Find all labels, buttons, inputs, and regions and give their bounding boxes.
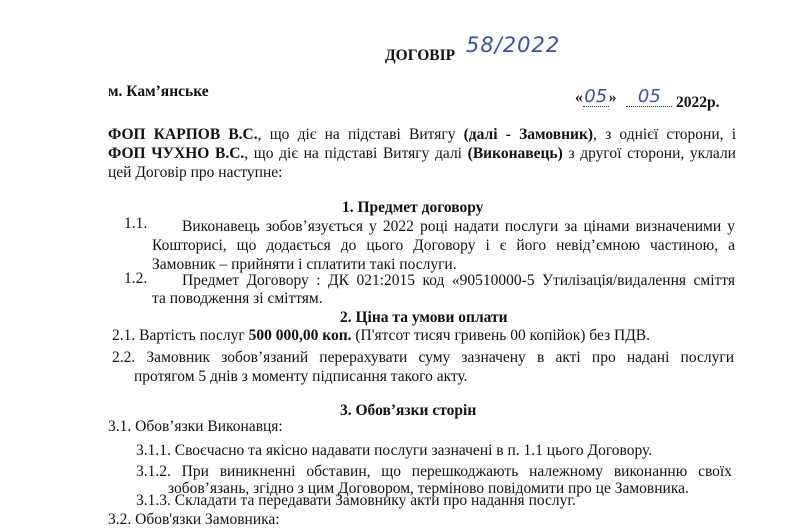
clause-3-1-3: 3.1.3. Складати та передавати Замовнику акти про надання послуг. bbox=[136, 492, 576, 509]
clause-1-2-number: 1.2. bbox=[124, 270, 148, 287]
clause-1-2-line-2: та поводження зі сміттям. bbox=[152, 290, 323, 307]
clause-2-1: 2.1. Вартість послуг 500 000,00 коп. (П'ятсот тисяч гривень 00 копійок) без ПДВ. bbox=[112, 327, 651, 344]
city: м. Кам’янське bbox=[108, 83, 209, 100]
handwritten-contract-number: 58/2022 bbox=[466, 33, 561, 57]
preamble-line-2: ФОП ЧУХНО В.С., що діє на підставі Витягу далі (Виконавець) з другої сторони, уклали bbox=[108, 145, 736, 162]
clause-1-1-line-1: Виконавець зобов’язується у 2022 році надати послуги за цінами визначеними у bbox=[182, 218, 735, 235]
handwritten-day: 05 bbox=[584, 86, 608, 107]
clause-1-2-line-1: Предмет Договору : ДК 021:2015 код «90510000-5 Утилізація/видалення сміття bbox=[182, 272, 735, 289]
year: 2022р. bbox=[676, 94, 720, 111]
clause-3-1-2-line-2: зобов’язань, згідно з цим Договором, терміново повідомити про це Замовника. bbox=[168, 480, 689, 497]
clause-3-2: 3.2. Обов'язки Замовника: bbox=[108, 511, 280, 528]
preamble-line-3: цей Договір про наступне: bbox=[108, 164, 283, 181]
clause-3-1-2-line-1: 3.1.2. При виникненні обставин, що перешкоджають належному виконанню своїх bbox=[136, 463, 732, 480]
clause-1-1-line-2: Кошторисі, що додається до цього Договору і є його невід’ємною частиною, а bbox=[152, 237, 735, 254]
contract-title: ДОГОВІР bbox=[385, 47, 456, 64]
handwritten-month: 05 bbox=[626, 88, 672, 107]
clause-2-2-line-1: 2.2. Замовник зобов’язаний перерахувати суму зазначену в акті про надані послуги bbox=[112, 349, 735, 366]
clause-3-1-1: 3.1.1. Своєчасно та якісно надавати послуги зазначені в п. 1.1 цього Договору. bbox=[136, 442, 653, 459]
preamble-line-1: ФОП КАРПОВ В.С., що діє на підставі Витягу (далі - Замовник), з однієї сторони, і bbox=[108, 126, 737, 143]
date: «05» 05 bbox=[575, 88, 672, 107]
clause-2-2-line-2: протягом 5 днів з моменту підписання такого акту. bbox=[134, 368, 468, 385]
clause-1-1-number: 1.1. bbox=[124, 215, 148, 232]
section-1-heading: 1. Предмет договору bbox=[342, 199, 484, 216]
section-3-heading: 3. Обов’язки сторін bbox=[340, 402, 477, 419]
clause-3-1: 3.1. Обов’язки Виконавця: bbox=[108, 418, 283, 435]
section-2-heading: 2. Ціна та умови оплати bbox=[340, 309, 508, 326]
clause-1-1-line-3: Замовник – прийняти і сплатити такі послуги. bbox=[152, 256, 457, 273]
